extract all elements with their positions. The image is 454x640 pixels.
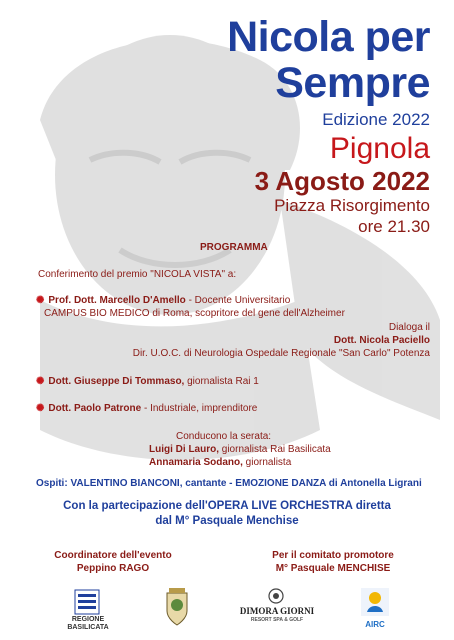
award-line: Conferimento del premio "NICOLA VISTA" a: <box>38 269 237 280</box>
guest1-role: - Docente Universitario <box>185 295 291 306</box>
dimora-giorni-emblem-icon <box>268 588 284 604</box>
regione-basilicata-logo <box>74 589 100 615</box>
host2-role: giornalista <box>242 457 292 468</box>
event-place: Piazza Risorgimento <box>274 196 430 215</box>
airc-label: AIRC <box>365 620 385 629</box>
event-date: 3 Agosto 2022 <box>254 166 430 196</box>
regione-label-1: REGIONE <box>71 616 105 623</box>
event-title-line1: Nicola per <box>227 13 430 61</box>
host2-name: Annamaria Sodano, <box>149 457 243 468</box>
committee-name: M° Pasquale MENCHISE <box>275 563 391 574</box>
guest3-role: - Industriale, imprenditore <box>141 403 258 414</box>
guest3-name: ✺ Dott. Paolo Patrone <box>36 403 141 414</box>
committee-label: Per il comitato promotore <box>272 550 394 561</box>
dimora-label: DIMORA GIORNI <box>239 606 315 616</box>
city: Pignola <box>329 132 430 165</box>
guest2-name: ✺ Dott. Giuseppe Di Tommaso, <box>36 376 184 387</box>
pignola-coat-of-arms-icon <box>163 587 191 627</box>
guest1-name: ✺ Prof. Dott. Marcello D'Amello <box>36 295 186 306</box>
host1-role: giornalista Rai Basilicata <box>219 444 331 455</box>
guest1-detail: CAMPUS BIO MEDICO di Roma, scopritore del gene dell'Alzheimer <box>44 308 345 319</box>
host2 <box>149 457 291 468</box>
guests-line: Ospiti: VALENTINO BIANCONI, cantante - EMOZIONE DANZA di Antonella Ligrani <box>36 478 422 489</box>
dialoga-name: Dott. Nicola Paciello <box>333 335 430 346</box>
hosts-intro: Conducono la serata: <box>176 431 272 442</box>
airc-logo-icon <box>361 588 389 616</box>
coordinator-label: Coordinatore dell'evento <box>54 550 172 561</box>
orchestra-line2: dal M° Pasquale Menchise <box>155 515 299 527</box>
host1-name: Luigi Di Lauro, <box>149 444 219 455</box>
edition: Edizione 2022 <box>322 110 430 129</box>
regione-label-2: BASILICATA <box>67 624 109 631</box>
event-title-line2: Sempre <box>275 59 430 107</box>
event-time: ore 21.30 <box>358 217 430 236</box>
dimora-sub-label: RESORT SPA & GOLF <box>250 617 304 623</box>
guest3 <box>36 403 257 414</box>
dialoga-intro: Dialoga il <box>388 322 430 333</box>
host1 <box>149 444 331 455</box>
coordinator-name: Peppino RAGO <box>76 563 150 574</box>
orchestra-line1: Con la partecipazione dell'OPERA LIVE ORCHESTRA diretta <box>63 500 391 512</box>
dialoga-role: Dir. U.O.C. di Neurologia Ospedale Regionale "San Carlo" Potenza <box>132 348 430 359</box>
program-heading: PROGRAMMA <box>200 242 268 253</box>
guest1 <box>36 295 290 306</box>
guest2 <box>36 376 259 387</box>
guest2-role: giornalista Rai 1 <box>184 376 259 387</box>
